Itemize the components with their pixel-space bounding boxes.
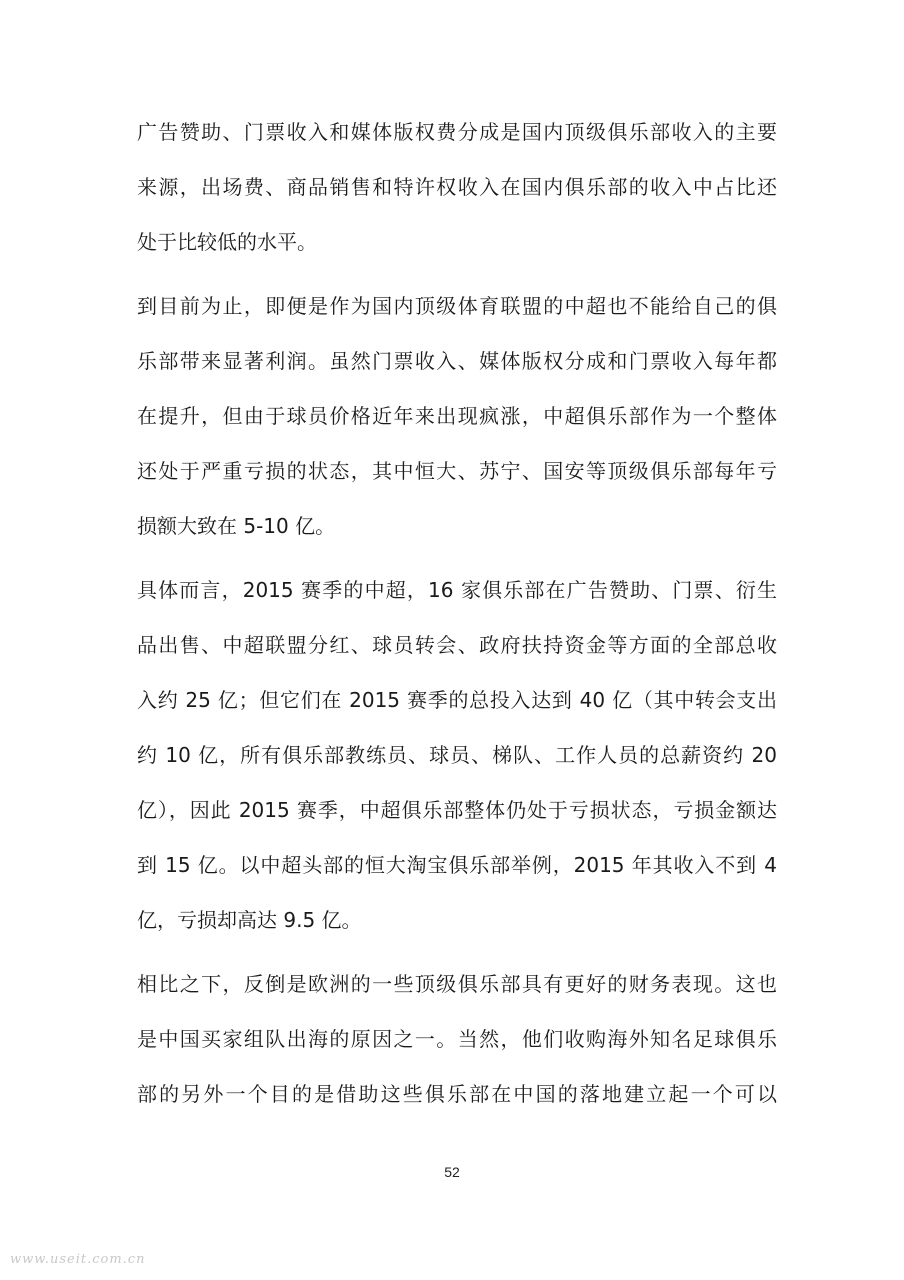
paragraph-3-line-2: 品出售、中超联盟分红、球员转会、政府扶持资金等方面的全部总收 bbox=[137, 633, 777, 657]
paragraph-2-line-4: 还处于严重亏损的状态，其中恒大、苏宁、国安等顶级俱乐部每年亏 bbox=[137, 459, 777, 483]
page-number: 52 bbox=[444, 1164, 460, 1180]
paragraph-3-line-4: 约 10 亿，所有俱乐部教练员、球员、梯队、工作人员的总薪资约 20 bbox=[137, 743, 777, 767]
paragraph-4-line-2: 是中国买家组队出海的原因之一。当然，他们收购海外知名足球俱乐 bbox=[137, 1027, 777, 1051]
paragraph-2-line-2: 乐部带来显著利润。虽然门票收入、媒体版权分成和门票收入每年都 bbox=[137, 349, 777, 373]
paragraph-2-line-3: 在提升，但由于球员价格近年来出现疯涨，中超俱乐部作为一个整体 bbox=[137, 404, 777, 428]
paragraph-1-line-2: 来源，出场费、商品销售和特许权收入在国内俱乐部的收入中占比还 bbox=[137, 175, 777, 199]
paragraph-1-line-3: 处于比较低的水平。 bbox=[137, 230, 317, 254]
paragraph-3-line-7: 亿，亏损却高达 9.5 亿。 bbox=[137, 908, 362, 932]
paragraph-3-line-5: 亿），因此 2015 赛季，中超俱乐部整体仍处于亏损状态，亏损金额达 bbox=[137, 798, 777, 822]
watermark: www.useit.com.cn bbox=[10, 1252, 146, 1267]
paragraph-4-line-1: 相比之下，反倒是欧洲的一些顶级俱乐部具有更好的财务表现。这也 bbox=[137, 972, 777, 996]
paragraph-3-line-3: 入约 25 亿；但它们在 2015 赛季的总投入达到 40 亿（其中转会支出 bbox=[137, 688, 777, 712]
paragraph-4-line-3: 部的另外一个目的是借助这些俱乐部在中国的落地建立起一个可以 bbox=[137, 1082, 777, 1106]
paragraph-1-line-1: 广告赞助、门票收入和媒体版权费分成是国内顶级俱乐部收入的主要 bbox=[137, 120, 777, 144]
paragraph-3-line-1: 具体而言，2015 赛季的中超，16 家俱乐部在广告赞助、门票、衍生 bbox=[137, 578, 777, 602]
paragraph-2-line-5: 损额大致在 5-10 亿。 bbox=[137, 514, 336, 538]
paragraph-3-line-6: 到 15 亿。以中超头部的恒大淘宝俱乐部举例，2015 年其收入不到 4 bbox=[137, 853, 777, 877]
paragraph-2-line-1: 到目前为止，即便是作为国内顶级体育联盟的中超也不能给自己的俱 bbox=[137, 294, 777, 318]
